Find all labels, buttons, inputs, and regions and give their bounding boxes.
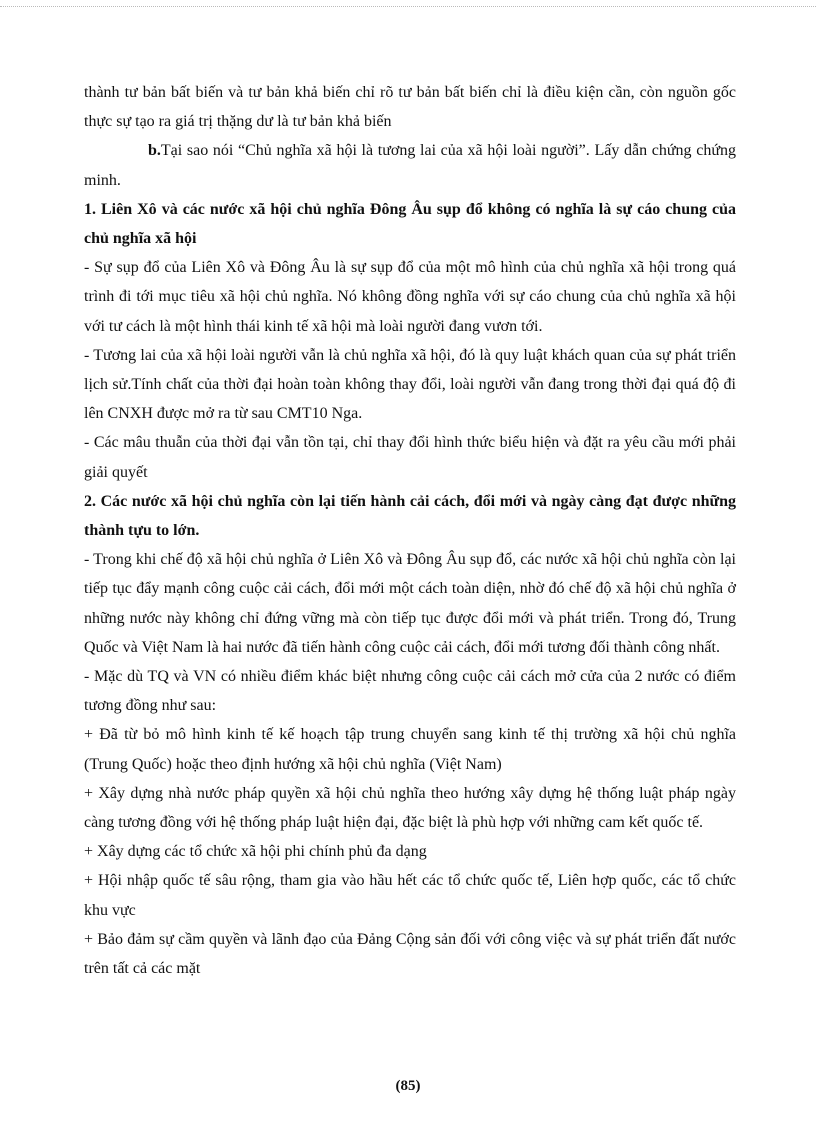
paragraph-intro: thành tư bản bất biến và tư bản khả biến chỉ rõ tư bản bất biến chỉ là điều kiện cần, còn nguồn gốc thực sự tạo ra giá trị thặng dư là tư bản khả biến bbox=[84, 84, 736, 131]
list-item-rule-of-law: + Xây dựng nhà nước pháp quyền xã hội chủ nghĩa theo hướng xây dựng hệ thống luật pháp ngày càng tương đồng với hệ thống pháp luật hiện đại, đặc biệt là phù hợp với những cam kết quốc tế. bbox=[84, 784, 736, 832]
paragraph-reform: - Trong khi chế độ xã hội chủ nghĩa ở Liên Xô và Đông Âu sụp đổ, các nước xã hội chủ nghĩa còn lại tiếp tục đẩy mạnh công cuộc cải cách, đổi mới một cách toàn diện, nhờ đó chế độ xã hội chủ nghĩa ở những nước này không chỉ đứng vững mà còn tiếp tục được đổi mới và phát triển. Trong đó, Trung Quốc và Việt Nam là hai nước đã tiến hành công cuộc cải cách, đổi mới tương đối thành công nhất. bbox=[84, 551, 736, 656]
list-item-integration: + Hội nhập quốc tế sâu rộng, tham gia vào hầu hết các tổ chức quốc tế, Liên hợp quốc, các tổ chức khu vực bbox=[84, 872, 736, 919]
list-item-ngo: + Xây dựng các tổ chức xã hội phi chính phủ đa dạng bbox=[84, 843, 427, 861]
question-b-label: b. bbox=[148, 142, 161, 160]
page-top-rule bbox=[0, 6, 816, 7]
section-heading-2: 2. Các nước xã hội chủ nghĩa còn lại tiến hành cải cách, đổi mới và ngày càng đạt được những thành tựu to lớn. bbox=[84, 492, 736, 540]
question-b-text: Tại sao nói “Chủ nghĩa xã hội là tương lai của xã hội loài người”. Lấy dẫn chứng chứng minh. bbox=[84, 142, 736, 189]
page-number: (85) bbox=[395, 1078, 421, 1094]
paragraph-contradictions: - Các mâu thuẫn của thời đại vẫn tồn tại, chỉ thay đổi hình thức biểu hiện và đặt ra yêu cầu mới phải giải quyết bbox=[84, 434, 736, 481]
list-item-party-leadership: + Bảo đảm sự cầm quyền và lãnh đạo của Đảng Cộng sản đối với công việc và sự phát triển đất nước trên tất cả các mặt bbox=[84, 930, 736, 978]
document-body bbox=[84, 78, 736, 983]
paragraph-future-socialism: - Tương lai của xã hội loài người vẫn là chủ nghĩa xã hội, đó là quy luật khách quan của sự phát triển lịch sử.Tính chất của thời đại hoàn toàn không thay đổi, loài người vẫn đang trong thời đại quá độ đi lên CNXH được mở ra từ sau CMT10 Nga. bbox=[84, 346, 736, 423]
list-item-economy: + Đã từ bỏ mô hình kinh tế kế hoạch tập trung chuyển sang kinh tế thị trường xã hội chủ nghĩa (Trung Quốc) hoặc theo định hướng xã hội chủ nghĩa (Việt Nam) bbox=[84, 726, 736, 773]
paragraph-similarities: - Mặc dù TQ và VN có nhiều điểm khác biệt nhưng công cuộc cải cách mở cửa của 2 nước có điểm tương đồng như sau: bbox=[84, 668, 736, 715]
question-b bbox=[84, 136, 736, 194]
section-heading-1: 1. Liên Xô và các nước xã hội chủ nghĩa Đông Âu sụp đổ không có nghĩa là sự cáo chung của chủ nghĩa xã hội bbox=[84, 200, 736, 248]
paragraph-collapse-model: - Sự sụp đổ của Liên Xô và Đông Âu là sự sụp đổ của một mô hình của chủ nghĩa xã hội trong quá trình đi tới mục tiêu xã hội chủ nghĩa. Nó không đồng nghĩa với sự cáo chung của chủ nghĩa xã hội với tư cách là một hình thái kinh tế xã hội mà loài người đang vươn tới. bbox=[84, 259, 736, 335]
